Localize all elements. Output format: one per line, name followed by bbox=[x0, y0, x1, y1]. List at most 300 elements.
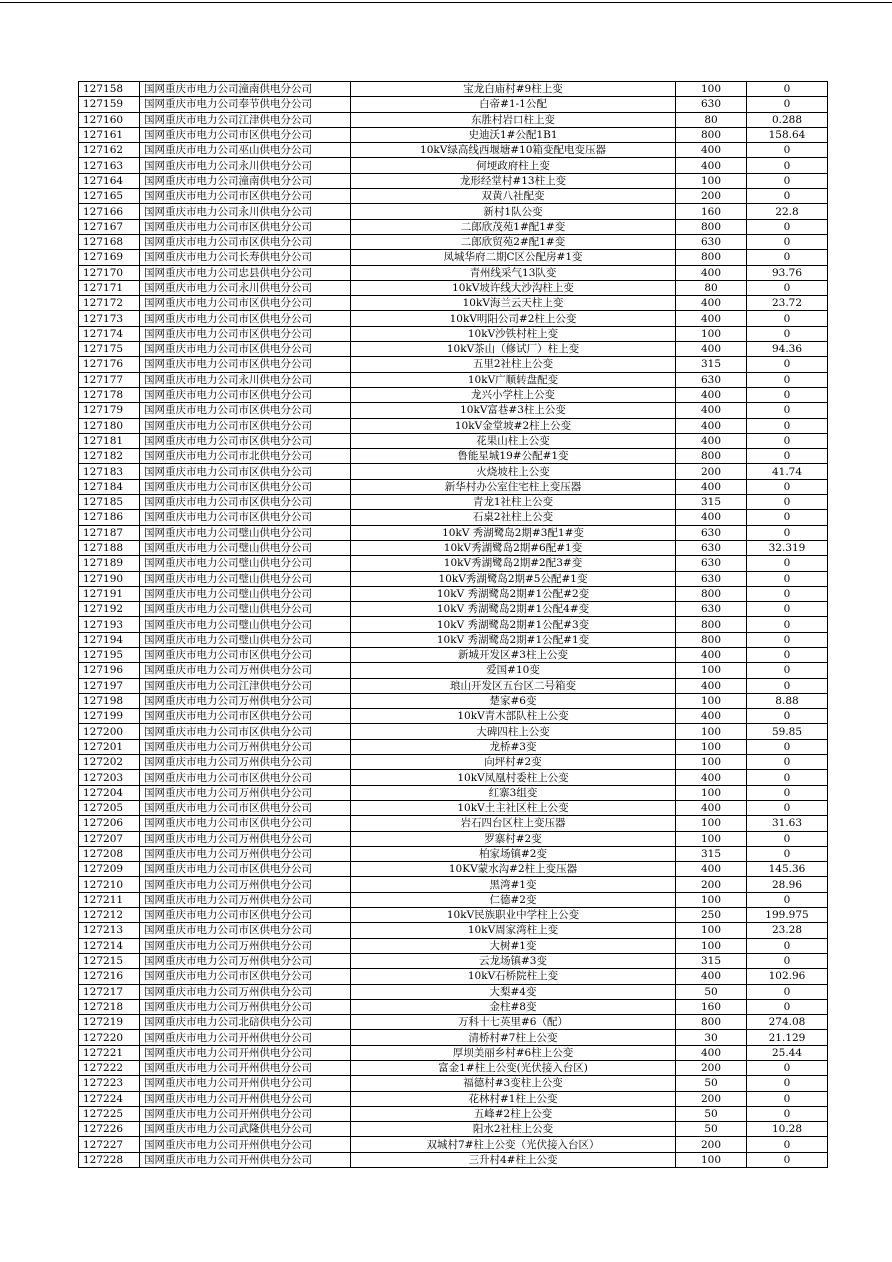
value-cell: 199.975 bbox=[747, 908, 828, 923]
company-cell: 国网重庆市电力公司市区供电分公司 bbox=[140, 709, 351, 724]
row-id-cell: 127212 bbox=[79, 908, 140, 923]
table-row bbox=[79, 112, 828, 127]
transformer-name-cell: 红寨3组变 bbox=[351, 785, 676, 800]
transformer-name-cell: 龙桥#3变 bbox=[351, 739, 676, 754]
company-cell: 国网重庆市电力公司璧山供电分公司 bbox=[140, 602, 351, 617]
capacity-cell: 400 bbox=[676, 433, 747, 448]
value-cell: 0 bbox=[747, 143, 828, 158]
value-cell: 0 bbox=[747, 739, 828, 754]
transformer-name-cell: 五里2社柱上公变 bbox=[351, 357, 676, 372]
row-id-cell: 127215 bbox=[79, 953, 140, 968]
capacity-cell: 630 bbox=[676, 571, 747, 586]
capacity-cell: 200 bbox=[676, 464, 747, 479]
capacity-cell: 400 bbox=[676, 296, 747, 311]
value-cell: 0 bbox=[747, 433, 828, 448]
table-row bbox=[79, 219, 828, 234]
row-id-cell: 127170 bbox=[79, 265, 140, 280]
row-id-cell: 127162 bbox=[79, 143, 140, 158]
transformer-name-cell: 五峰#2柱上公变 bbox=[351, 1106, 676, 1121]
row-id-cell: 127163 bbox=[79, 158, 140, 173]
value-cell: 0 bbox=[747, 82, 828, 97]
value-cell: 23.72 bbox=[747, 296, 828, 311]
company-cell: 国网重庆市电力公司江津供电分公司 bbox=[140, 112, 351, 127]
company-cell: 国网重庆市电力公司璧山供电分公司 bbox=[140, 525, 351, 540]
capacity-cell: 50 bbox=[676, 1076, 747, 1091]
value-cell: 0 bbox=[747, 663, 828, 678]
transformer-name-cell: 新城开发区#3柱上公变 bbox=[351, 647, 676, 662]
row-id-cell: 127198 bbox=[79, 693, 140, 708]
row-id-cell: 127167 bbox=[79, 219, 140, 234]
table-row bbox=[79, 709, 828, 724]
table-row bbox=[79, 250, 828, 265]
company-cell: 国网重庆市电力公司北碚供电分公司 bbox=[140, 1015, 351, 1030]
transformer-name-cell: 10kV明阳公司#2柱上公变 bbox=[351, 311, 676, 326]
row-id-cell: 127172 bbox=[79, 296, 140, 311]
data-table bbox=[78, 81, 828, 1168]
row-id-cell: 127228 bbox=[79, 1152, 140, 1167]
company-cell: 国网重庆市电力公司市区供电分公司 bbox=[140, 647, 351, 662]
company-cell: 国网重庆市电力公司市区供电分公司 bbox=[140, 923, 351, 938]
row-id-cell: 127159 bbox=[79, 97, 140, 112]
row-id-cell: 127190 bbox=[79, 571, 140, 586]
table-row bbox=[79, 816, 828, 831]
capacity-cell: 800 bbox=[676, 586, 747, 601]
transformer-name-cell: 新华村办公室住宅柱上变压器 bbox=[351, 479, 676, 494]
table-row bbox=[79, 586, 828, 601]
table-row bbox=[79, 234, 828, 249]
value-cell: 0 bbox=[747, 586, 828, 601]
capacity-cell: 80 bbox=[676, 280, 747, 295]
transformer-name-cell: 10kV 秀湖鹭岛2期#1公配#2变 bbox=[351, 586, 676, 601]
row-id-cell: 127219 bbox=[79, 1015, 140, 1030]
table-row bbox=[79, 311, 828, 326]
company-cell: 国网重庆市电力公司市区供电分公司 bbox=[140, 464, 351, 479]
table-row bbox=[79, 127, 828, 142]
company-cell: 国网重庆市电力公司万州供电分公司 bbox=[140, 785, 351, 800]
capacity-cell: 800 bbox=[676, 250, 747, 265]
capacity-cell: 200 bbox=[676, 1061, 747, 1076]
transformer-name-cell: 10kV凤凰村委柱上公变 bbox=[351, 770, 676, 785]
transformer-name-cell: 富金1#柱上公变(光伏接入台区) bbox=[351, 1061, 676, 1076]
capacity-cell: 400 bbox=[676, 479, 747, 494]
company-cell: 国网重庆市电力公司永川供电分公司 bbox=[140, 280, 351, 295]
value-cell: 0 bbox=[747, 357, 828, 372]
company-cell: 国网重庆市电力公司开州供电分公司 bbox=[140, 1137, 351, 1152]
table-row bbox=[79, 877, 828, 892]
transformer-name-cell: 黑湾#1变 bbox=[351, 877, 676, 892]
transformer-name-cell: 琅山开发区五台区二号箱变 bbox=[351, 678, 676, 693]
value-cell: 0 bbox=[747, 189, 828, 204]
capacity-cell: 630 bbox=[676, 525, 747, 540]
transformer-name-cell: 10kV土主社区柱上公变 bbox=[351, 800, 676, 815]
row-id-cell: 127182 bbox=[79, 449, 140, 464]
company-cell: 国网重庆市电力公司市区供电分公司 bbox=[140, 189, 351, 204]
table-row bbox=[79, 1061, 828, 1076]
company-cell: 国网重庆市电力公司市区供电分公司 bbox=[140, 418, 351, 433]
transformer-name-cell: 10kV沙铁村柱上变 bbox=[351, 326, 676, 341]
value-cell: 21.129 bbox=[747, 1030, 828, 1045]
capacity-cell: 630 bbox=[676, 97, 747, 112]
row-id-cell: 127180 bbox=[79, 418, 140, 433]
company-cell: 国网重庆市电力公司市区供电分公司 bbox=[140, 479, 351, 494]
table-row bbox=[79, 97, 828, 112]
table-row bbox=[79, 189, 828, 204]
value-cell: 94.36 bbox=[747, 342, 828, 357]
company-cell: 国网重庆市电力公司市区供电分公司 bbox=[140, 296, 351, 311]
transformer-name-cell: 向坪村#2变 bbox=[351, 755, 676, 770]
table-row bbox=[79, 846, 828, 861]
row-id-cell: 127207 bbox=[79, 831, 140, 846]
table-row bbox=[79, 1076, 828, 1091]
row-id-cell: 127196 bbox=[79, 663, 140, 678]
row-id-cell: 127174 bbox=[79, 326, 140, 341]
company-cell: 国网重庆市电力公司开州供电分公司 bbox=[140, 1061, 351, 1076]
company-cell: 国网重庆市电力公司开州供电分公司 bbox=[140, 1152, 351, 1167]
company-cell: 国网重庆市电力公司永川供电分公司 bbox=[140, 158, 351, 173]
capacity-cell: 50 bbox=[676, 1122, 747, 1137]
row-id-cell: 127171 bbox=[79, 280, 140, 295]
row-id-cell: 127165 bbox=[79, 189, 140, 204]
company-cell: 国网重庆市电力公司市区供电分公司 bbox=[140, 357, 351, 372]
company-cell: 国网重庆市电力公司市区供电分公司 bbox=[140, 403, 351, 418]
capacity-cell: 200 bbox=[676, 189, 747, 204]
row-id-cell: 127203 bbox=[79, 770, 140, 785]
value-cell: 0 bbox=[747, 97, 828, 112]
transformer-name-cell: 10kV坡许线大沙沟柱上变 bbox=[351, 280, 676, 295]
value-cell: 0 bbox=[747, 510, 828, 525]
row-id-cell: 127200 bbox=[79, 724, 140, 739]
transformer-name-cell: 火烧坡柱上公变 bbox=[351, 464, 676, 479]
company-cell: 国网重庆市电力公司璧山供电分公司 bbox=[140, 556, 351, 571]
transformer-name-cell: 福德村#3变柱上公变 bbox=[351, 1076, 676, 1091]
company-cell: 国网重庆市电力公司万州供电分公司 bbox=[140, 663, 351, 678]
company-cell: 国网重庆市电力公司市区供电分公司 bbox=[140, 219, 351, 234]
table-row bbox=[79, 173, 828, 188]
table-row bbox=[79, 280, 828, 295]
capacity-cell: 100 bbox=[676, 938, 747, 953]
company-cell: 国网重庆市电力公司奉节供电分公司 bbox=[140, 97, 351, 112]
row-id-cell: 127213 bbox=[79, 923, 140, 938]
table-row bbox=[79, 525, 828, 540]
capacity-cell: 400 bbox=[676, 342, 747, 357]
row-id-cell: 127226 bbox=[79, 1122, 140, 1137]
row-id-cell: 127205 bbox=[79, 800, 140, 815]
company-cell: 国网重庆市电力公司市区供电分公司 bbox=[140, 724, 351, 739]
table-row bbox=[79, 831, 828, 846]
table-row bbox=[79, 1045, 828, 1060]
row-id-cell: 127206 bbox=[79, 816, 140, 831]
company-cell: 国网重庆市电力公司市区供电分公司 bbox=[140, 387, 351, 402]
row-id-cell: 127224 bbox=[79, 1091, 140, 1106]
transformer-name-cell: 鲁能星城19#公配#1变 bbox=[351, 449, 676, 464]
table-row bbox=[79, 403, 828, 418]
row-id-cell: 127217 bbox=[79, 984, 140, 999]
row-id-cell: 127204 bbox=[79, 785, 140, 800]
company-cell: 国网重庆市电力公司市区供电分公司 bbox=[140, 800, 351, 815]
row-id-cell: 127220 bbox=[79, 1030, 140, 1045]
transformer-name-cell: 爱国#10变 bbox=[351, 663, 676, 678]
value-cell: 0 bbox=[747, 617, 828, 632]
company-cell: 国网重庆市电力公司巫山供电分公司 bbox=[140, 143, 351, 158]
value-cell: 0 bbox=[747, 999, 828, 1014]
capacity-cell: 250 bbox=[676, 908, 747, 923]
company-cell: 国网重庆市电力公司市区供电分公司 bbox=[140, 127, 351, 142]
table-row bbox=[79, 357, 828, 372]
company-cell: 国网重庆市电力公司万州供电分公司 bbox=[140, 693, 351, 708]
company-cell: 国网重庆市电力公司璧山供电分公司 bbox=[140, 617, 351, 632]
capacity-cell: 200 bbox=[676, 877, 747, 892]
value-cell: 0 bbox=[747, 250, 828, 265]
capacity-cell: 315 bbox=[676, 357, 747, 372]
value-cell: 0 bbox=[747, 770, 828, 785]
row-id-cell: 127192 bbox=[79, 602, 140, 617]
page-top-border bbox=[0, 2, 892, 3]
value-cell: 0 bbox=[747, 449, 828, 464]
value-cell: 0 bbox=[747, 479, 828, 494]
transformer-name-cell: 10kV石桥院柱上变 bbox=[351, 969, 676, 984]
table-row bbox=[79, 433, 828, 448]
transformer-name-cell: 楚家#6变 bbox=[351, 693, 676, 708]
value-cell: 0 bbox=[747, 846, 828, 861]
transformer-name-cell: 万科十七英里#6（配） bbox=[351, 1015, 676, 1030]
company-cell: 国网重庆市电力公司市区供电分公司 bbox=[140, 326, 351, 341]
capacity-cell: 630 bbox=[676, 372, 747, 387]
capacity-cell: 400 bbox=[676, 311, 747, 326]
value-cell: 0 bbox=[747, 755, 828, 770]
transformer-name-cell: 10KV蒙水沟#2柱上变压器 bbox=[351, 862, 676, 877]
capacity-cell: 100 bbox=[676, 892, 747, 907]
capacity-cell: 30 bbox=[676, 1030, 747, 1045]
company-cell: 国网重庆市电力公司市区供电分公司 bbox=[140, 770, 351, 785]
table-row bbox=[79, 342, 828, 357]
capacity-cell: 400 bbox=[676, 403, 747, 418]
capacity-cell: 200 bbox=[676, 1137, 747, 1152]
table-row bbox=[79, 984, 828, 999]
company-cell: 国网重庆市电力公司璧山供电分公司 bbox=[140, 632, 351, 647]
transformer-name-cell: 大碑四柱上公变 bbox=[351, 724, 676, 739]
table-row bbox=[79, 1122, 828, 1137]
transformer-name-cell: 10kV海兰云天柱上变 bbox=[351, 296, 676, 311]
capacity-cell: 400 bbox=[676, 678, 747, 693]
table-row bbox=[79, 204, 828, 219]
capacity-cell: 100 bbox=[676, 785, 747, 800]
row-id-cell: 127193 bbox=[79, 617, 140, 632]
value-cell: 8.88 bbox=[747, 693, 828, 708]
transformer-name-cell: 双黄八社配变 bbox=[351, 189, 676, 204]
company-cell: 国网重庆市电力公司璧山供电分公司 bbox=[140, 586, 351, 601]
capacity-cell: 400 bbox=[676, 862, 747, 877]
company-cell: 国网重庆市电力公司万州供电分公司 bbox=[140, 846, 351, 861]
table-row bbox=[79, 632, 828, 647]
value-cell: 22.8 bbox=[747, 204, 828, 219]
company-cell: 国网重庆市电力公司忠县供电分公司 bbox=[140, 265, 351, 280]
table-row bbox=[79, 495, 828, 510]
value-cell: 0 bbox=[747, 984, 828, 999]
row-id-cell: 127184 bbox=[79, 479, 140, 494]
row-id-cell: 127210 bbox=[79, 877, 140, 892]
value-cell: 0 bbox=[747, 571, 828, 586]
capacity-cell: 800 bbox=[676, 617, 747, 632]
capacity-cell: 50 bbox=[676, 984, 747, 999]
value-cell: 0.288 bbox=[747, 112, 828, 127]
transformer-name-cell: 10kV富巷#3柱上公变 bbox=[351, 403, 676, 418]
transformer-name-cell: 青州线采气13队变 bbox=[351, 265, 676, 280]
row-id-cell: 127189 bbox=[79, 556, 140, 571]
table-row bbox=[79, 556, 828, 571]
value-cell: 32.319 bbox=[747, 540, 828, 555]
capacity-cell: 800 bbox=[676, 127, 747, 142]
capacity-cell: 315 bbox=[676, 846, 747, 861]
row-id-cell: 127191 bbox=[79, 586, 140, 601]
transformer-name-cell: 凤城华府二期C区公配房#1变 bbox=[351, 250, 676, 265]
table-row bbox=[79, 862, 828, 877]
transformer-name-cell: 10kV 秀湖鹭岛2期#1公配#1变 bbox=[351, 632, 676, 647]
table-row bbox=[79, 326, 828, 341]
table-row bbox=[79, 602, 828, 617]
company-cell: 国网重庆市电力公司长寿供电分公司 bbox=[140, 250, 351, 265]
row-id-cell: 127208 bbox=[79, 846, 140, 861]
company-cell: 国网重庆市电力公司潼南供电分公司 bbox=[140, 173, 351, 188]
value-cell: 0 bbox=[747, 953, 828, 968]
value-cell: 0 bbox=[747, 556, 828, 571]
transformer-name-cell: 10kV 秀湖鹭岛2期#1公配#3变 bbox=[351, 617, 676, 632]
table-row bbox=[79, 1152, 828, 1167]
row-id-cell: 127166 bbox=[79, 204, 140, 219]
table-row bbox=[79, 1030, 828, 1045]
value-cell: 93.76 bbox=[747, 265, 828, 280]
row-id-cell: 127209 bbox=[79, 862, 140, 877]
company-cell: 国网重庆市电力公司万州供电分公司 bbox=[140, 755, 351, 770]
table-row bbox=[79, 938, 828, 953]
capacity-cell: 630 bbox=[676, 602, 747, 617]
table-row bbox=[79, 953, 828, 968]
capacity-cell: 100 bbox=[676, 923, 747, 938]
table-row bbox=[79, 143, 828, 158]
company-cell: 国网重庆市电力公司潼南供电分公司 bbox=[140, 82, 351, 97]
company-cell: 国网重庆市电力公司开州供电分公司 bbox=[140, 1076, 351, 1091]
value-cell: 0 bbox=[747, 831, 828, 846]
transformer-name-cell: 双城村7#柱上公变（光伏接入台区） bbox=[351, 1137, 676, 1152]
table-row bbox=[79, 663, 828, 678]
table-row bbox=[79, 923, 828, 938]
value-cell: 0 bbox=[747, 495, 828, 510]
capacity-cell: 400 bbox=[676, 387, 747, 402]
capacity-cell: 800 bbox=[676, 1015, 747, 1030]
capacity-cell: 400 bbox=[676, 510, 747, 525]
value-cell: 41.74 bbox=[747, 464, 828, 479]
value-cell: 0 bbox=[747, 418, 828, 433]
company-cell: 国网重庆市电力公司市区供电分公司 bbox=[140, 234, 351, 249]
company-cell: 国网重庆市电力公司永川供电分公司 bbox=[140, 204, 351, 219]
table-row bbox=[79, 724, 828, 739]
table-row bbox=[79, 387, 828, 402]
row-id-cell: 127160 bbox=[79, 112, 140, 127]
company-cell: 国网重庆市电力公司万州供电分公司 bbox=[140, 953, 351, 968]
capacity-cell: 400 bbox=[676, 647, 747, 662]
capacity-cell: 400 bbox=[676, 770, 747, 785]
company-cell: 国网重庆市电力公司市区供电分公司 bbox=[140, 342, 351, 357]
value-cell: 31.63 bbox=[747, 816, 828, 831]
transformer-name-cell: 白帝#1-1公配 bbox=[351, 97, 676, 112]
company-cell: 国网重庆市电力公司开州供电分公司 bbox=[140, 1106, 351, 1121]
row-id-cell: 127161 bbox=[79, 127, 140, 142]
row-id-cell: 127185 bbox=[79, 495, 140, 510]
transformer-name-cell: 10kV 秀湖鹭岛2期#1公配4#变 bbox=[351, 602, 676, 617]
capacity-cell: 315 bbox=[676, 495, 747, 510]
transformer-name-cell: 龙兴小学柱上公变 bbox=[351, 387, 676, 402]
transformer-name-cell: 龙形经堂村#13柱上变 bbox=[351, 173, 676, 188]
row-id-cell: 127194 bbox=[79, 632, 140, 647]
capacity-cell: 50 bbox=[676, 1106, 747, 1121]
company-cell: 国网重庆市电力公司市区供电分公司 bbox=[140, 908, 351, 923]
company-cell: 国网重庆市电力公司开州供电分公司 bbox=[140, 1091, 351, 1106]
table-row bbox=[79, 770, 828, 785]
table-row bbox=[79, 1015, 828, 1030]
value-cell: 0 bbox=[747, 1137, 828, 1152]
table-row bbox=[79, 1106, 828, 1121]
capacity-cell: 160 bbox=[676, 204, 747, 219]
capacity-cell: 400 bbox=[676, 800, 747, 815]
value-cell: 0 bbox=[747, 372, 828, 387]
transformer-name-cell: 三升村4#柱上公变 bbox=[351, 1152, 676, 1167]
row-id-cell: 127223 bbox=[79, 1076, 140, 1091]
transformer-name-cell: 10kV茶山（修试厂）柱上变 bbox=[351, 342, 676, 357]
company-cell: 国网重庆市电力公司武隆供电分公司 bbox=[140, 1122, 351, 1137]
table-row bbox=[79, 908, 828, 923]
company-cell: 国网重庆市电力公司市北供电分公司 bbox=[140, 449, 351, 464]
table-row bbox=[79, 479, 828, 494]
transformer-name-cell: 新村1队公变 bbox=[351, 204, 676, 219]
value-cell: 0 bbox=[747, 678, 828, 693]
capacity-cell: 630 bbox=[676, 556, 747, 571]
row-id-cell: 127173 bbox=[79, 311, 140, 326]
transformer-name-cell: 10kV民族职业中学柱上公变 bbox=[351, 908, 676, 923]
table-row bbox=[79, 372, 828, 387]
company-cell: 国网重庆市电力公司江津供电分公司 bbox=[140, 678, 351, 693]
table-row bbox=[79, 571, 828, 586]
table-row bbox=[79, 510, 828, 525]
company-cell: 国网重庆市电力公司万州供电分公司 bbox=[140, 892, 351, 907]
company-cell: 国网重庆市电力公司万州供电分公司 bbox=[140, 831, 351, 846]
value-cell: 0 bbox=[747, 219, 828, 234]
company-cell: 国网重庆市电力公司市区供电分公司 bbox=[140, 862, 351, 877]
row-id-cell: 127211 bbox=[79, 892, 140, 907]
transformer-name-cell: 阳水2社柱上公变 bbox=[351, 1122, 676, 1137]
transformer-name-cell: 石桌2社柱上公变 bbox=[351, 510, 676, 525]
capacity-cell: 400 bbox=[676, 158, 747, 173]
capacity-cell: 100 bbox=[676, 755, 747, 770]
row-id-cell: 127158 bbox=[79, 82, 140, 97]
value-cell: 0 bbox=[747, 326, 828, 341]
transformer-name-cell: 柏家场镇#2变 bbox=[351, 846, 676, 861]
company-cell: 国网重庆市电力公司市区供电分公司 bbox=[140, 510, 351, 525]
company-cell: 国网重庆市电力公司万州供电分公司 bbox=[140, 984, 351, 999]
value-cell: 0 bbox=[747, 632, 828, 647]
row-id-cell: 127202 bbox=[79, 755, 140, 770]
value-cell: 0 bbox=[747, 311, 828, 326]
capacity-cell: 800 bbox=[676, 449, 747, 464]
capacity-cell: 80 bbox=[676, 112, 747, 127]
transformer-name-cell: 仁德#2变 bbox=[351, 892, 676, 907]
value-cell: 0 bbox=[747, 1152, 828, 1167]
table-row bbox=[79, 678, 828, 693]
value-cell: 59.85 bbox=[747, 724, 828, 739]
value-cell: 0 bbox=[747, 387, 828, 402]
table-body bbox=[79, 82, 828, 1168]
transformer-name-cell: 何埂政府柱上变 bbox=[351, 158, 676, 173]
row-id-cell: 127222 bbox=[79, 1061, 140, 1076]
transformer-name-cell: 大梨#4变 bbox=[351, 984, 676, 999]
